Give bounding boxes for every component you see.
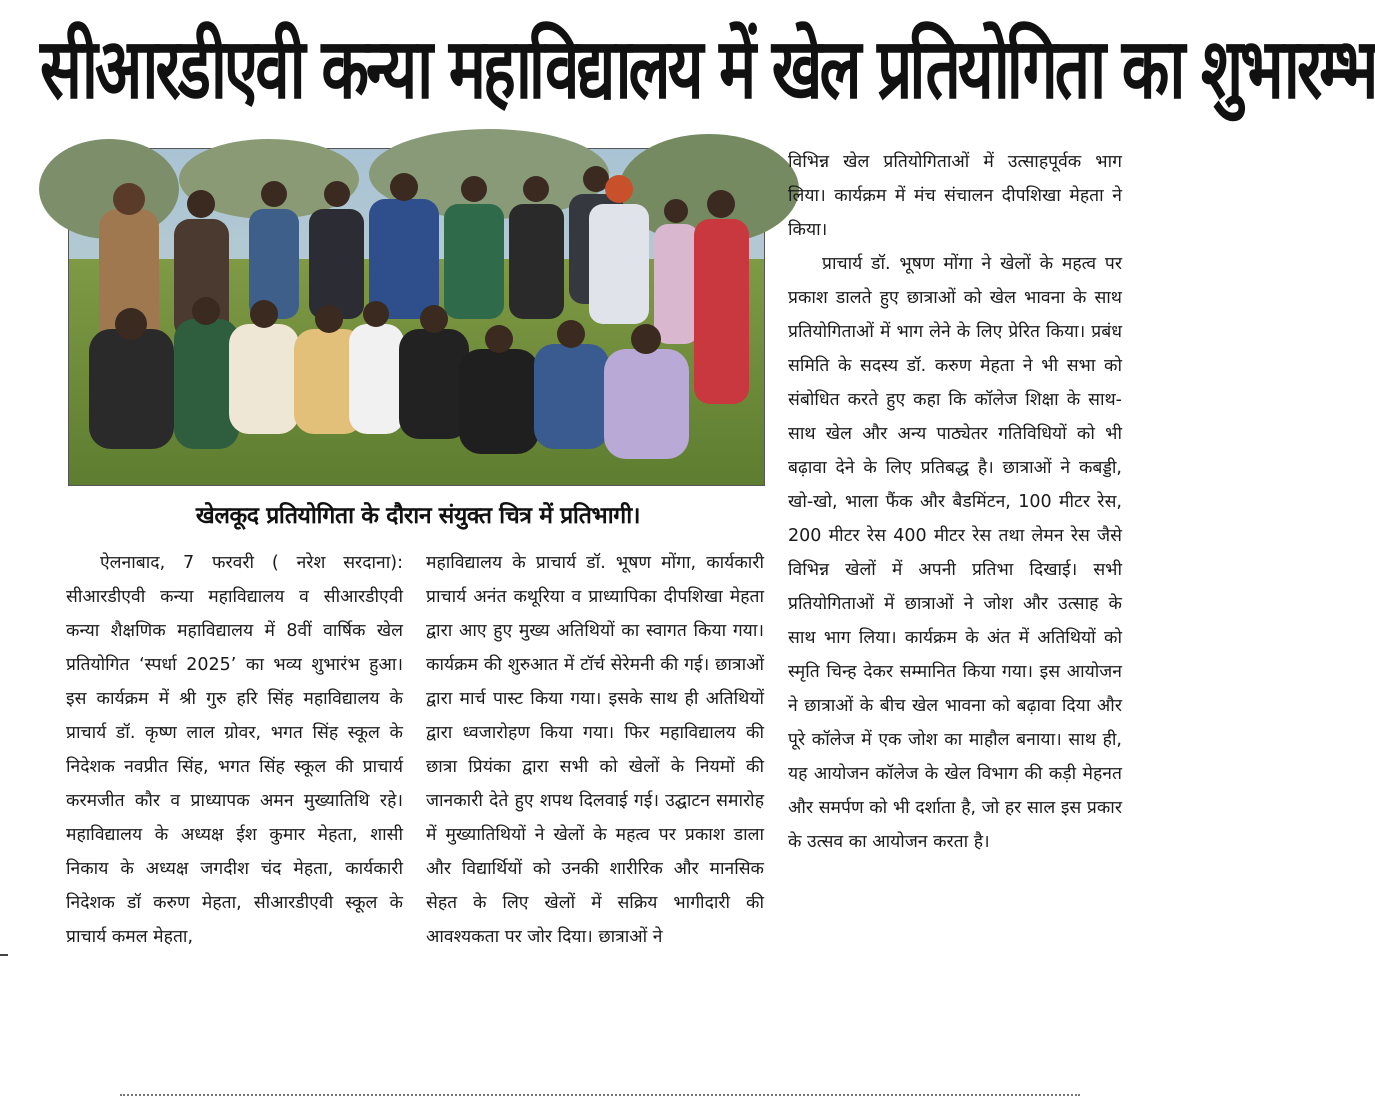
group-photo <box>68 148 765 486</box>
article-paragraph: महाविद्यालय के प्राचार्य डॉ. भूषण मोंगा, कार्यकारी प्राचार्य अनंत कथूरिया व प्राध्यापिका दीपशिखा मेहता द्वारा आए हुए मुख्य अतिथियों का स्वागत किया गया। कार्यक्रम की शुरुआत में टॉर्च सेरेमनी की गई। छात्राओं द्वारा मार्च पास्ट किया गया। इसके साथ ही अतिथियों द्वारा ध्वजारोहण किया गया। फिर महाविद्यालय की छात्रा प्रियंका द्वारा सभी को खेलों के नियमों की जानकारी देते हुए शपथ दिलवाई गई। उद्घाटन समारोह में मुख्यातिथियों ने खेलों के महत्व पर प्रकाश डाला और विद्यार्थियों को उनकी शारीरिक और मानसिक सेहत के लिए खेलों में सक्रिय भागीदारी की आवश्यकता पर जोर दिया। छात्राओं ने <box>426 553 764 947</box>
article-column-2 <box>426 546 764 954</box>
edge-mark <box>0 954 8 956</box>
article-paragraph: ऐलनाबाद, 7 फरवरी ( नरेश सरदाना): सीआरडीएवी कन्या महाविद्यालय व सीआरडीएवी कन्या शैक्षणिक महाविद्यालय में 8वीं वार्षिक खेल प्रतियोगित ‘स्पर्धा 2025’ का भव्य शुभारंभ हुआ। इस कार्यक्रम में श्री गुरु हरि सिंह महाविद्यालय के प्राचार्य डॉ. कृष्ण लाल ग्रोवर, भगत सिंह स्कूल के निदेशक नवप्रीत सिंह, भगत सिंह स्कूल की प्राचार्य करमजीत कौर व प्राध्यापक अमन मुख्यातिथि रहे। महाविद्यालय के अध्यक्ष ईश कुमार मेहता, शासी निकाय के अध्यक्ष जगदीश चंद मेहता, कार्यकारी निदेशक डॉ करुण मेहता, सीआरडीएवी स्कूल के प्राचार्य कमल मेहता, <box>66 553 403 947</box>
article-paragraph: प्राचार्य डॉ. भूषण मोंगा ने खेलों के महत्व पर प्रकाश डालते हुए छात्राओं को खेल भावना के साथ प्रतियोगिताओं में भाग लेने के लिए प्रेरित किया। प्रबंध समिति के सदस्य डॉ. करुण मेहता ने भी सभा को संबोधित करते हुए कहा कि कॉलेज शिक्षा के साथ-साथ खेल और अन्य पाठ्येतर गतिविधियों को भी बढ़ावा देने के लिए प्रतिबद्ध है। छात्राओं ने कबड्डी, खो-खो, भाला फैंक और बैडमिंटन, 100 मीटर रेस, 200 मीटर रेस 400 मीटर रेस तथा लेमन रेस जैसे विभिन्न खेलों में अपनी प्रतिभा दिखाई। सभी प्रतियोगिताओं में छात्राओं ने जोश और उत्साह के साथ भाग लिया। कार्यक्रम के अंत में अतिथियों को स्मृति चिन्ह देकर सम्मानित किया गया। इस आयोजन ने छात्राओं के बीच खेल भावना को बढ़ावा दिया और पूरे कॉलेज में एक जोश का माहौल बनाया। साथ ही, यह आयोजन कॉलेज के खेल विभाग की कड़ी मेहनत और समर्पण को भी दर्शाता है, जो हर साल इस प्रकार के उत्सव का आयोजन करता है। <box>788 254 1122 852</box>
page-bottom-rule <box>120 1094 1080 1102</box>
photo-caption: खेलकूद प्रतियोगिता के दौरान संयुक्त चित्र में प्रतिभागी। <box>195 503 641 529</box>
article-paragraph: विभिन्न खेल प्रतियोगिताओं में उत्साहपूर्वक भाग लिया। कार्यक्रम में मंच संचालन दीपशिखा मेहता ने किया। <box>788 152 1122 240</box>
article-column-3 <box>788 145 1122 859</box>
group-photo-illustration <box>69 149 764 485</box>
article-column-1 <box>66 546 403 954</box>
headline: सीआरडीएवी कन्या महाविद्यालय में खेल प्रतियोगिता का शुभारम्भ <box>40 19 1375 118</box>
